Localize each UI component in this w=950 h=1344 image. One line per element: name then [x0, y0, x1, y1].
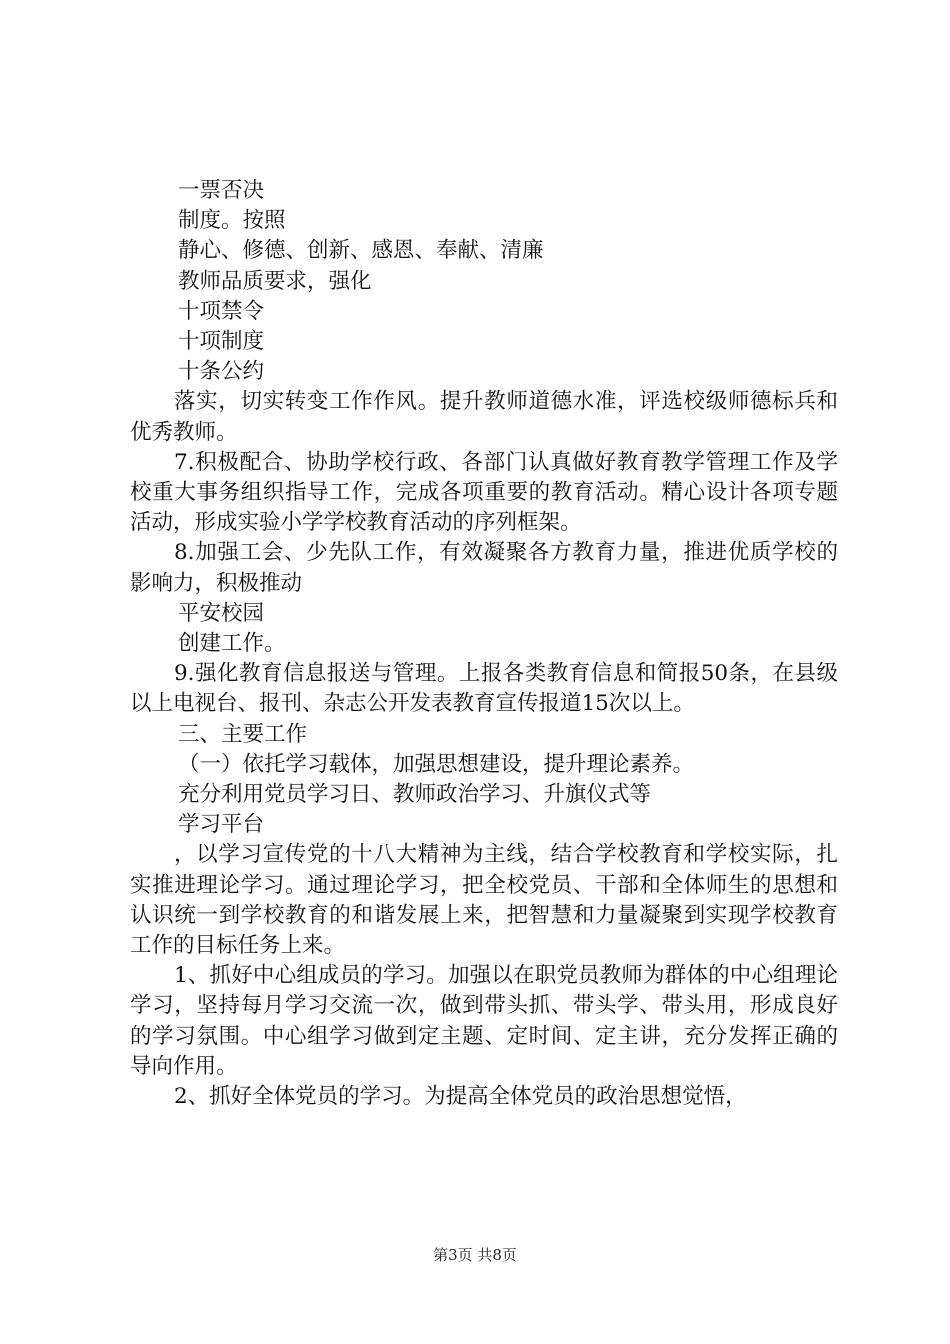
paragraph-item-1: 1、抓好中心组成员的学习。加强以在职党员教师为群体的中心组理论学习，坚持每月学习交流一次，做到带头抓、带头学、带头用，形成良好的学习氛围。中心组学习做到定主题、定时间、定主讲，充分发挥正确的导向作用。 [130, 963, 838, 1079]
text-line-5: 十项禁令 [178, 298, 265, 324]
subsection-heading-1: （一）依托学习载体，加强思想建设，提升理论素养。 [178, 751, 695, 777]
text-line-chongfen: 充分利用党员学习日、教师政治学习、升旗仪式等 [178, 782, 652, 808]
text-line-6: 十项制度 [178, 329, 265, 355]
text-line-7: 十条公约 [178, 359, 265, 385]
paragraph-item-9: 9.强化教育信息报送与管理。上报各类教育信息和简报50条，在县级以上电视台、报刊、杂志公开发表教育宣传报道15次以上。 [130, 661, 838, 717]
paragraph-luoshi: 落实，切实转变工作作风。提升教师道德水准，评选校级师德标兵和优秀教师。 [130, 389, 838, 445]
paragraph-item-2: 2、抓好全体党员的学习。为提高全体党员的政治思想觉悟， [174, 1084, 747, 1110]
text-line-4: 教师品质要求，强化 [178, 268, 372, 294]
paragraph-item-7: 7.积极配合、协助学校行政、各部门认真做好教育教学管理工作及学校重大事务组织指导工作，完成各项重要的教育活动。精心设计各项专题活动，形成实验小学学校教育活动的序列框架。 [130, 449, 838, 536]
text-line-pingtai: 学习平台 [178, 812, 265, 838]
text-line-1: 一票否决 [178, 178, 265, 203]
text-line-pingan: 平安校园 [178, 600, 265, 626]
text-line-3: 静心、修德、创新、感恩、奉献、清廉 [178, 238, 544, 264]
text-line-chuangjian: 创建工作。 [178, 631, 286, 657]
page-footer: 第3页 共8页 [433, 1246, 517, 1264]
document-body [130, 176, 838, 1112]
paragraph-item-8: 8.加强工会、少先队工作，有效凝聚各方教育力量，推进优质学校的影响力，积极推动 [130, 540, 838, 596]
section-heading-3: 三、主要工作 [178, 721, 308, 747]
paragraph-xuexi: ，以学习宣传党的十八大精神为主线，结合学校教育和学校实际，扎实推进理论学习。通过理论学习，把全校党员、干部和全体师生的思想和认识统一到学校教育的和谐发展上来，把智慧和力量凝聚到实现学校教育工作的目标任务上来。 [130, 842, 838, 959]
text-line-2: 制度。按照 [178, 208, 286, 234]
